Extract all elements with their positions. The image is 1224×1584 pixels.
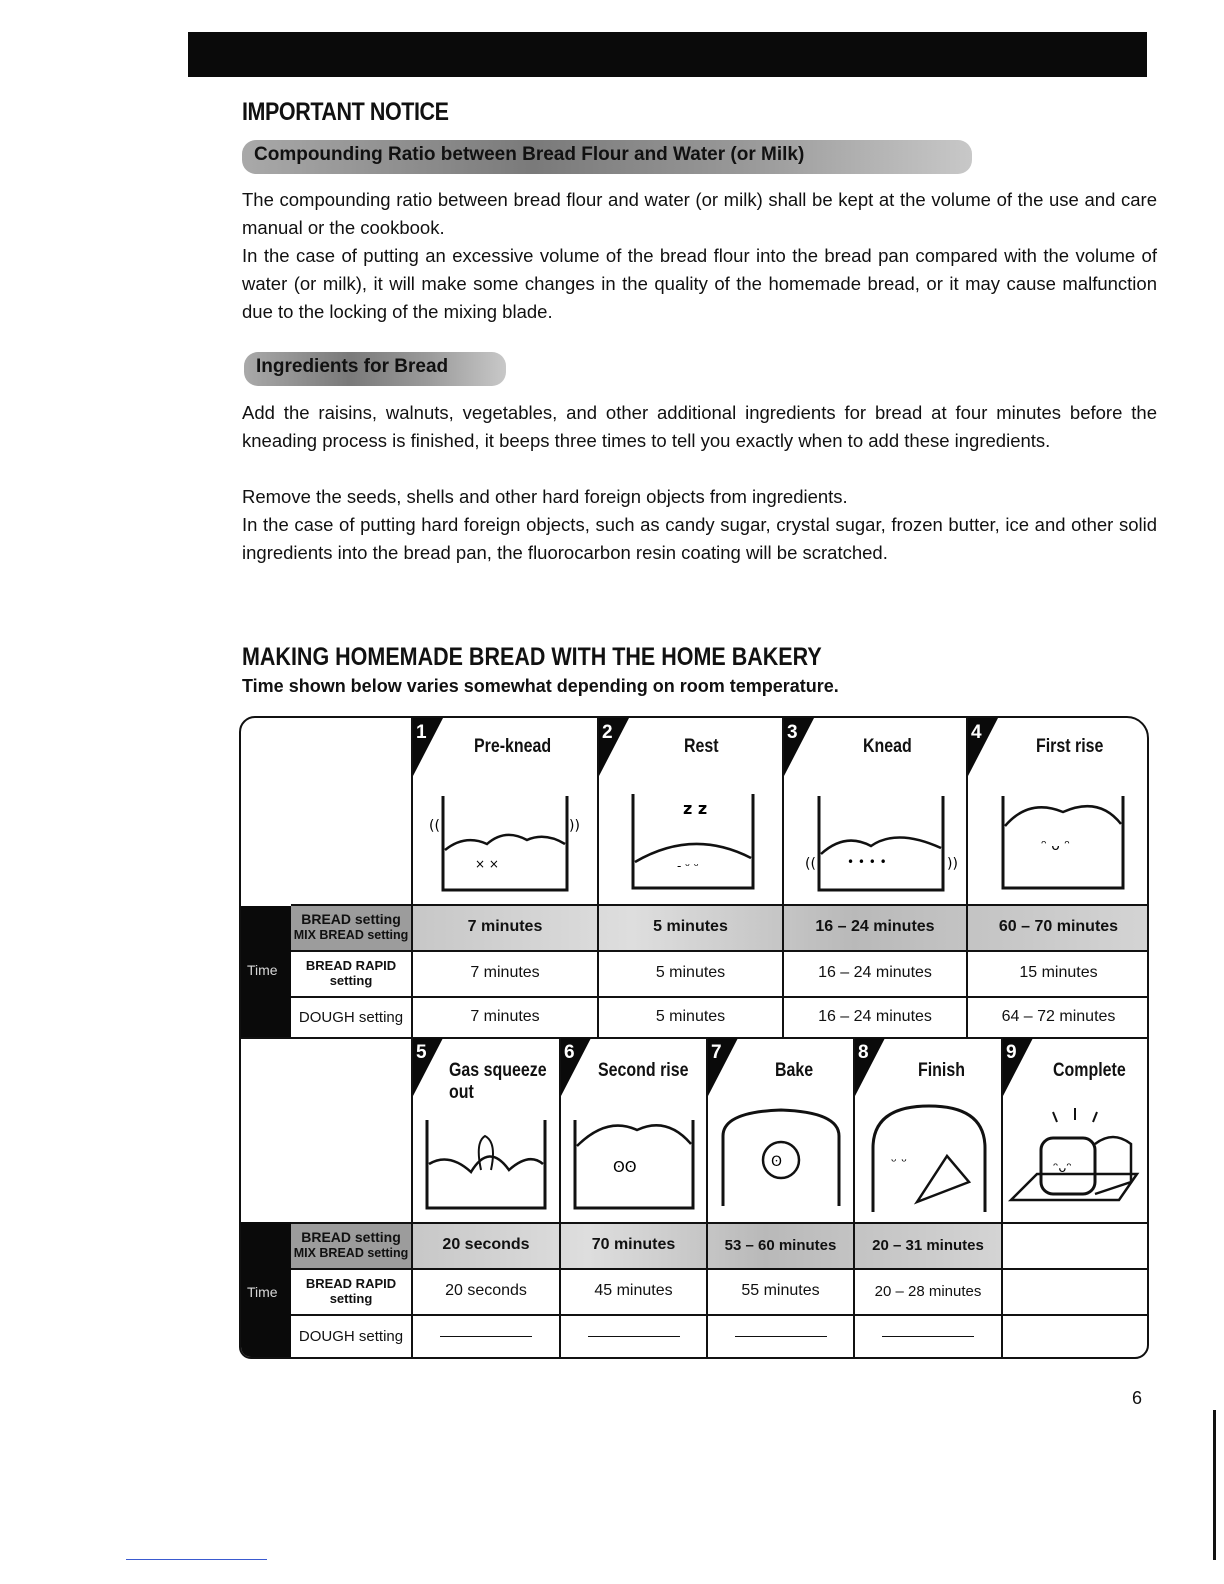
- step-6-dough-time: [561, 1314, 706, 1359]
- ratio-subheading: Compounding Ratio between Bread Flour and Water (or Milk): [242, 140, 972, 174]
- second-rise-illustration: [567, 1112, 701, 1216]
- step-3-title: Knead: [863, 736, 912, 757]
- svg-text:((: ((: [429, 818, 440, 834]
- step-9-title: Complete: [1053, 1060, 1126, 1081]
- row-label-dough: DOUGH setting: [298, 1008, 404, 1026]
- step-4-bread-time: 60 – 70 minutes: [998, 918, 1119, 935]
- step-3-dough-time: 16 – 24 minutes: [818, 1008, 932, 1025]
- rest-illustration: [617, 778, 767, 898]
- finish-illustration: [861, 1092, 997, 1218]
- row-label-dough: DOUGH setting: [298, 1328, 404, 1345]
- svg-text:z z: z z: [683, 799, 708, 818]
- complete-illustration: [1007, 1098, 1147, 1218]
- ratio-paragraph-2: In the case of putting an excessive volume of the bread flour into the bread pan compared with the volume of water (or milk), it will make some changes in the quality of the homemade bread, or it may cause malfunction due to the locking of the mixing blade.: [242, 245, 1157, 323]
- time-note: Time shown below varies somewhat depending on room temperature.: [242, 676, 839, 696]
- step-6-rapid-time: 45 minutes: [594, 1282, 673, 1299]
- step-7-title: Bake: [775, 1060, 814, 1081]
- crop-mark: [1213, 1410, 1216, 1560]
- step-5-rapid-time: 20 seconds: [445, 1282, 527, 1299]
- step-8-rapid-time: 20 – 28 minutes: [874, 1282, 982, 1300]
- step-1-dough-time: 7 minutes: [470, 1008, 540, 1025]
- step-7-bread-time: 53 – 60 minutes: [724, 1236, 837, 1254]
- step-3-rapid-time: 16 – 24 minutes: [818, 964, 932, 981]
- step-2-bread-time: 5 minutes: [653, 918, 728, 935]
- page-number: 6: [1132, 1388, 1143, 1408]
- ingredients-paragraph-1: Add the raisins, walnuts, vegetables, and other additional ingredients for bread at four minutes before the kneading process is finished, it beeps three times to tell you exactly when to add these ingredients.: [242, 402, 1157, 452]
- first-rise-illustration: [989, 784, 1139, 896]
- mix-bread-setting-label: MIX BREAD setting: [293, 1246, 409, 1260]
- step-9-bread-time: [1003, 1222, 1149, 1268]
- step-8-bread-time: 20 – 31 minutes: [872, 1236, 984, 1254]
- step-6-title: Second rise: [598, 1060, 689, 1081]
- step-3-bread-time: 16 – 24 minutes: [815, 918, 935, 935]
- row-label-bread: [291, 904, 411, 950]
- svg-text:• • • •: • • • •: [847, 855, 887, 869]
- step-5-bread-time: 20 seconds: [442, 1236, 530, 1253]
- svg-text:ʘ: ʘ: [771, 1154, 783, 1170]
- mix-bread-setting-label: MIX BREAD setting: [293, 928, 409, 942]
- step-4-rapid-time: 15 minutes: [1019, 964, 1098, 981]
- row-label-bread: [291, 1222, 411, 1268]
- step-6-bread-time: 70 minutes: [591, 1236, 676, 1253]
- time-label: Time: [247, 962, 278, 978]
- svg-text:ᵔ ᴗ ᵔ: ᵔ ᴗ ᵔ: [1041, 838, 1071, 854]
- step-1-title: Pre-knead: [474, 736, 552, 757]
- pre-knead-illustration: [425, 788, 585, 900]
- ingredients-paragraph-3: In the case of putting hard foreign objects, such as candy sugar, crystal sugar, frozen butter, ice and other solid ingredients into the bread pan, the fluorocarbon resin coating will be scratched.: [242, 514, 1157, 564]
- header-bar: [188, 32, 1147, 77]
- step-8-title: Finish: [918, 1060, 966, 1081]
- bread-setting-label: BREAD setting: [301, 911, 401, 927]
- svg-text:)): )): [569, 818, 580, 834]
- ingredients-subheading: Ingredients for Bread: [244, 352, 506, 386]
- process-block-bottom: Time BREAD setting MIX BREAD setting BREAD RAPID setting DOUGH setting 5 Gas squeeze out 6 Second rise 7 Bake 8 Finish 9 Complete ʘʘ ʘ ᵕ ᵕ ᵔᴗᵔ 20 seconds 70 minutes 53 – 60 minutes 20 – 31 minutes 20 seconds 45 minutes 55 minutes 20 – 28 minutes: [241, 1038, 1147, 1359]
- gas-squeeze-illustration: [419, 1112, 555, 1216]
- step-2-dough-time: 5 minutes: [655, 1008, 726, 1025]
- svg-text:ᵕ ᵕ: ᵕ ᵕ: [891, 1154, 908, 1170]
- making-bread-heading: MAKING HOMEMADE BREAD WITH THE HOME BAKERY: [242, 643, 822, 671]
- svg-text:× ×: × ×: [475, 857, 499, 871]
- step-8-dough-time: [855, 1314, 1001, 1359]
- step-2-rapid-time: 5 minutes: [655, 964, 726, 981]
- step-4-dough-time: 64 – 72 minutes: [1001, 1008, 1116, 1025]
- step-4-title: First rise: [1036, 736, 1104, 757]
- step-2-title: Rest: [684, 736, 719, 757]
- ratio-paragraph-1: The compounding ratio between bread flour and water (or milk) shall be kept at the volume of the use and care manual or the cookbook.: [242, 189, 1157, 239]
- bake-illustration: [713, 1096, 849, 1218]
- knead-illustration: [801, 788, 961, 900]
- bread-process-table: [239, 716, 1149, 1359]
- scan-underline: [126, 1559, 267, 1560]
- svg-text:ʘʘ: ʘʘ: [613, 1158, 637, 1176]
- bread-setting-label: BREAD setting: [301, 1229, 401, 1245]
- row-label-rapid: BREAD RAPID setting: [305, 958, 397, 988]
- step-7-rapid-time: 55 minutes: [741, 1282, 820, 1299]
- row-label-rapid: BREAD RAPID setting: [305, 1276, 397, 1306]
- step-5-dough-time: [413, 1314, 559, 1359]
- step-1-rapid-time: 7 minutes: [470, 964, 540, 981]
- step-9-rapid-time: [1003, 1268, 1149, 1314]
- ingredients-paragraph-2: Remove the seeds, shells and other hard foreign objects from ingredients.: [242, 486, 848, 507]
- svg-text:((: ((: [805, 856, 816, 872]
- step-7-dough-time: [708, 1314, 853, 1359]
- important-notice-heading: IMPORTANT NOTICE: [242, 98, 449, 126]
- process-block-top: Time BREAD setting MIX BREAD setting BREAD RAPID setting DOUGH setting 1 Pre-knead 2 Rest 3 Knead 4 First rise × × (( )) z z - ᵕ ᵕ • • • • (( )) ᵔ ᴗ ᵔ 7 minutes 5 minutes 16 – 24 minutes 60 – 70 minutes 7 minutes 5 minutes 16 – 24 minutes 15 minutes 7 minutes 5 minutes 16 – 24 minutes 64 – 72 minutes: [241, 718, 1147, 1038]
- svg-text:)): )): [947, 856, 958, 872]
- step-1-bread-time: 7 minutes: [467, 918, 543, 935]
- step-5-title: Gas squeeze out: [449, 1060, 547, 1103]
- svg-text:ᵔᴗᵔ: ᵔᴗᵔ: [1053, 1161, 1072, 1176]
- time-label: Time: [247, 1284, 278, 1300]
- svg-text:- ᵕ ᵕ: - ᵕ ᵕ: [677, 859, 699, 873]
